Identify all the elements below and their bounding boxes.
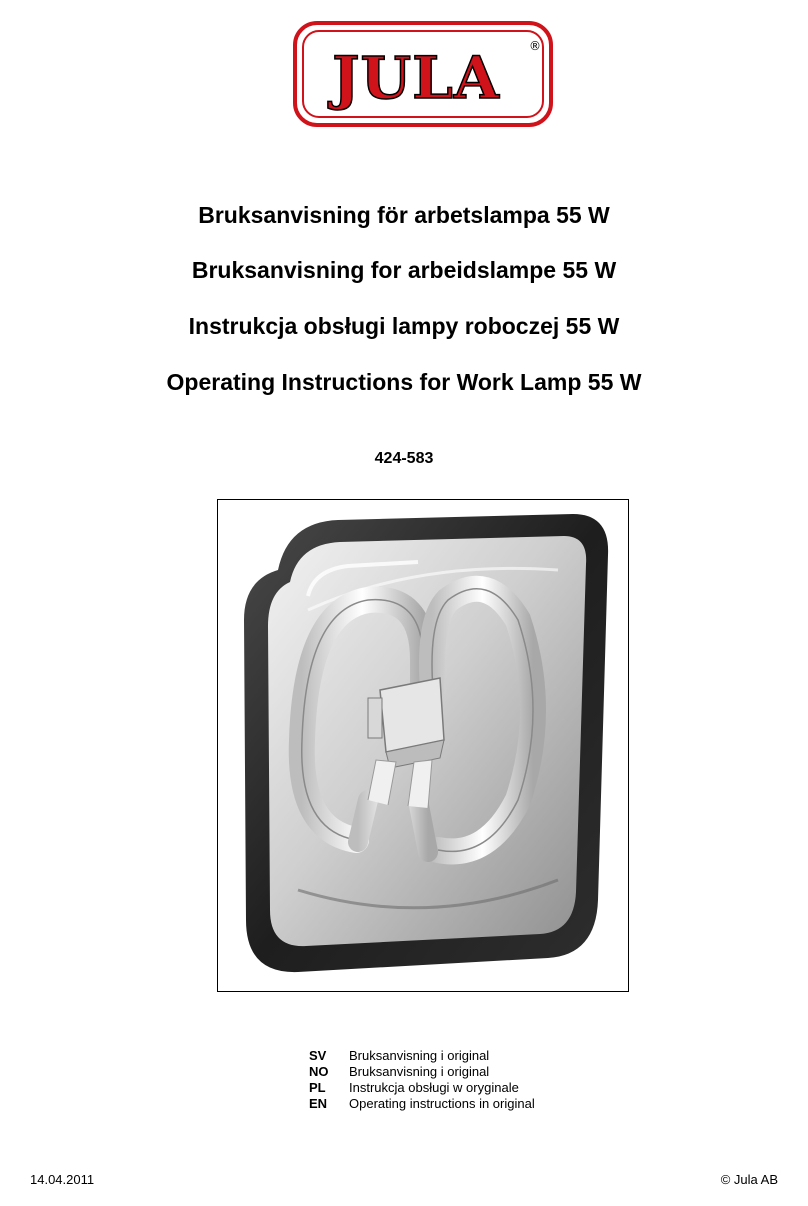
title-english: Operating Instructions for Work Lamp 55 W (166, 369, 642, 395)
title-norwegian: Bruksanvisning for arbeidslampe 55 W (191, 257, 617, 283)
footer-date: 14.04.2011 (30, 1172, 95, 1187)
footer-copyright: © Jula AB (720, 1172, 778, 1187)
language-row-sv (309, 1048, 535, 1064)
product-photo (217, 499, 629, 992)
language-code: PL (309, 1080, 326, 1095)
title-swedish: Bruksanvisning för arbetslampa 55 W (198, 202, 610, 228)
language-text: Instrukcja obsługi w oryginale (349, 1080, 519, 1095)
language-code: EN (309, 1096, 328, 1111)
language-text: Bruksanvisning i original (349, 1048, 490, 1063)
logo-wordmark: JULA (332, 44, 500, 112)
language-text: Bruksanvisning i original (349, 1064, 490, 1079)
jula-logo (292, 20, 554, 128)
registered-mark: ® (529, 39, 541, 53)
language-list (309, 1048, 535, 1112)
language-row-no (309, 1064, 535, 1080)
language-row-en (309, 1096, 535, 1112)
language-text: Operating instructions in original (349, 1096, 535, 1111)
title-polish: Instrukcja obsługi lampy roboczej 55 W (188, 313, 620, 339)
language-code: SV (309, 1048, 327, 1063)
language-row-pl (309, 1080, 535, 1096)
article-number: 424-583 (374, 450, 434, 467)
work-lamp-illustration (218, 500, 628, 991)
language-code: NO (309, 1064, 329, 1079)
